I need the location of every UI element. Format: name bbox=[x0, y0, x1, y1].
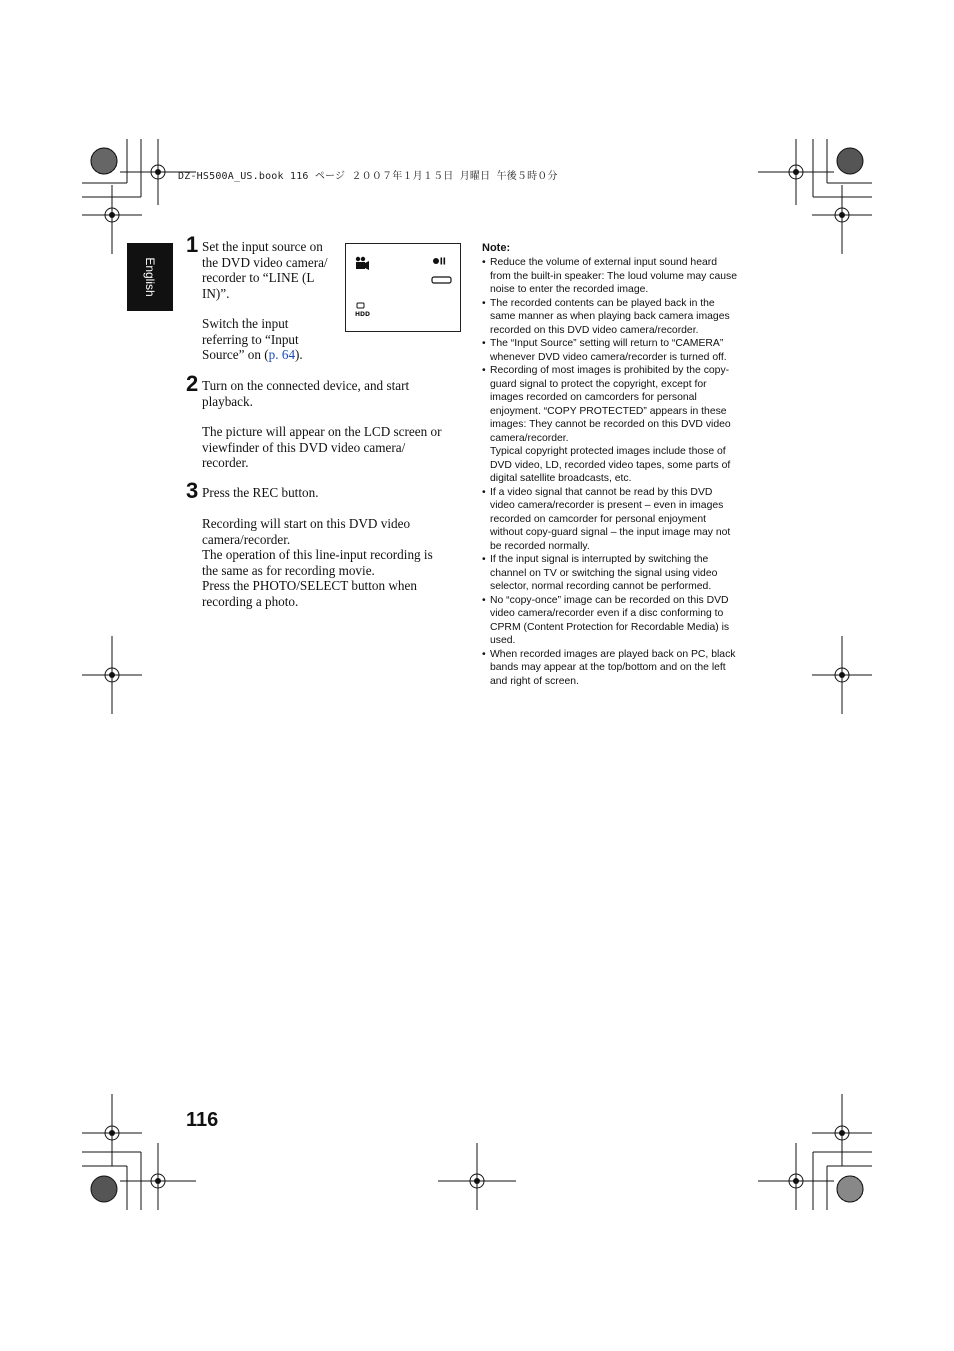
note-item-line: selector, normal recording cannot be performed. bbox=[490, 581, 712, 592]
step-3-number: 3 bbox=[186, 478, 199, 503]
note-item-line: CPRM (Content Protection for Recordable Media) is bbox=[490, 621, 730, 633]
note-item-line: without copy-guard signal – the input image may not bbox=[490, 527, 731, 538]
note-item bbox=[482, 594, 767, 648]
note-item-line: guard signal to protect the copyright, except for bbox=[490, 378, 707, 390]
step-1-subtext bbox=[202, 316, 303, 363]
hdd-icon bbox=[355, 303, 370, 318]
bullet-dot: • bbox=[482, 365, 486, 376]
note-item-line: images: They cannot be recorded on this DVD video bbox=[490, 419, 731, 430]
note-item-line: Recording of most images is prohibited by the copy- bbox=[490, 365, 730, 376]
step-2-subline: The picture will appear on the LCD screen or bbox=[202, 424, 442, 439]
step-1-line: recorder to “LINE (L bbox=[202, 270, 315, 285]
bullet-dot: • bbox=[482, 338, 486, 349]
note-item-line: The recorded contents can be played back in the bbox=[490, 297, 715, 309]
step-2-text bbox=[202, 378, 409, 409]
note-item bbox=[482, 364, 767, 486]
step-2-subline: viewfinder of this DVD video camera/ bbox=[202, 439, 406, 455]
video-camera-icon bbox=[356, 257, 369, 270]
note-item-line: bands may appear at the top/bottom and on the left bbox=[490, 662, 726, 673]
step-3-subline: recording a photo. bbox=[202, 593, 299, 609]
bullet-dot: • bbox=[482, 554, 486, 565]
step-1-line: Set the input source on bbox=[202, 239, 323, 254]
step-3-line: Press the REC button. bbox=[202, 485, 319, 500]
bullet-dot: • bbox=[482, 594, 486, 606]
step-3-text bbox=[202, 485, 319, 501]
page-reference-link[interactable]: p. 64 bbox=[268, 347, 296, 362]
step-3-subline: Press the PHOTO/SELECT button when bbox=[202, 578, 417, 593]
bullet-dot: • bbox=[482, 257, 486, 268]
note-item-line: When recorded images are played back on PC, black bbox=[490, 648, 736, 660]
language-side-tab bbox=[127, 243, 173, 311]
lcd-screen-illustration bbox=[345, 243, 461, 332]
note-item-line: camera/recorder. bbox=[490, 432, 569, 444]
step-2-subtext bbox=[202, 424, 441, 471]
note-item-line: and right of screen. bbox=[490, 675, 579, 687]
side-tab-label: English bbox=[143, 257, 157, 297]
note-item bbox=[482, 337, 767, 364]
step-3-subline: The operation of this line-input recording is bbox=[202, 547, 433, 562]
note-item-line: video camera/recorder is present – even in images bbox=[490, 500, 724, 511]
note-item-line: channel on TV or switching the signal using video bbox=[490, 567, 718, 579]
step-1-number: 1 bbox=[186, 232, 199, 257]
rec-pause-icon bbox=[433, 258, 445, 265]
note-item-line: whenever DVD video camera/recorder is turned off. bbox=[490, 351, 727, 363]
note-item-line: If the input signal is interrupted by switching the bbox=[490, 554, 709, 565]
step-2-line: Turn on the connected device, and start bbox=[202, 378, 410, 393]
step-1-subline: referring to “Input bbox=[202, 331, 299, 347]
page-number: 116 bbox=[186, 1109, 219, 1131]
bullet-dot: • bbox=[482, 486, 486, 498]
note-item-line: used. bbox=[490, 635, 516, 646]
note-item bbox=[482, 553, 767, 594]
step-3-subline: camera/recorder. bbox=[202, 531, 291, 547]
note-item-line: same manner as when playing back camera images bbox=[490, 311, 730, 322]
note-item-line: recorded on camcorder for personal enjoyment bbox=[490, 513, 707, 525]
step-1-line: the DVD video camera/ bbox=[202, 254, 328, 270]
note-item-line: The “Input Source” setting will return to “CAMERA” bbox=[490, 338, 724, 349]
running-header: DZ-HS500A_US.book 116 ページ ２００７年１月１５日 月曜日 午後５時０分 bbox=[178, 171, 558, 182]
step-1-text bbox=[202, 239, 328, 301]
note-item-line: be recorded normally. bbox=[490, 540, 590, 552]
note-item bbox=[482, 297, 767, 338]
note-item-line: enjoyment. “COPY PROTECTED” appears in these bbox=[490, 405, 727, 417]
note-title: Note: bbox=[482, 242, 511, 254]
step-1-subline-with-link bbox=[202, 347, 303, 363]
step-1-line: IN)”. bbox=[202, 285, 230, 301]
note-item bbox=[482, 256, 767, 297]
note-list bbox=[482, 256, 767, 688]
note-item-line: from the built-in speaker: The loud volume may cause bbox=[490, 270, 737, 282]
step-2-subline: recorder. bbox=[202, 455, 249, 470]
note-item-line: DVD video, LD, recorded video tapes, some parts of bbox=[490, 459, 731, 471]
bullet-dot: • bbox=[482, 648, 486, 660]
note-item-line: Typical copyright protected images include those of bbox=[490, 446, 726, 457]
note-item-line: images recorded on camcorders for personal bbox=[490, 392, 697, 403]
bullet-dot: • bbox=[482, 297, 486, 309]
link-prefix: Source” on ( bbox=[202, 347, 269, 362]
step-3-subline: Recording will start on this DVD video bbox=[202, 516, 411, 531]
note-item-line: No “copy-once” image can be recorded on this DVD bbox=[490, 594, 729, 606]
step-1-subline: Switch the input bbox=[202, 316, 289, 331]
step-3-subline: the same as for recording movie. bbox=[202, 562, 375, 578]
note-item bbox=[482, 486, 767, 554]
remaining-bar bbox=[432, 277, 451, 283]
link-suffix: ). bbox=[295, 347, 303, 362]
note-item-line: digital satellite broadcasts, etc. bbox=[490, 473, 632, 484]
step-3-subtext bbox=[202, 516, 433, 609]
note-item-line: recorded on this DVD video camera/recorder. bbox=[490, 324, 699, 336]
note-item bbox=[482, 648, 767, 689]
note-item-line: Reduce the volume of external input sound heard bbox=[490, 257, 718, 268]
hdd-label: HDD bbox=[355, 311, 370, 318]
step-2-number: 2 bbox=[186, 371, 199, 396]
step-2-line: playback. bbox=[202, 393, 253, 409]
note-item-line: video camera/recorder even if a disc conforming to bbox=[490, 608, 724, 619]
note-item-line: If a video signal that cannot be read by this DVD bbox=[490, 486, 713, 498]
note-item-line: noise to enter the recorded image. bbox=[490, 284, 649, 295]
